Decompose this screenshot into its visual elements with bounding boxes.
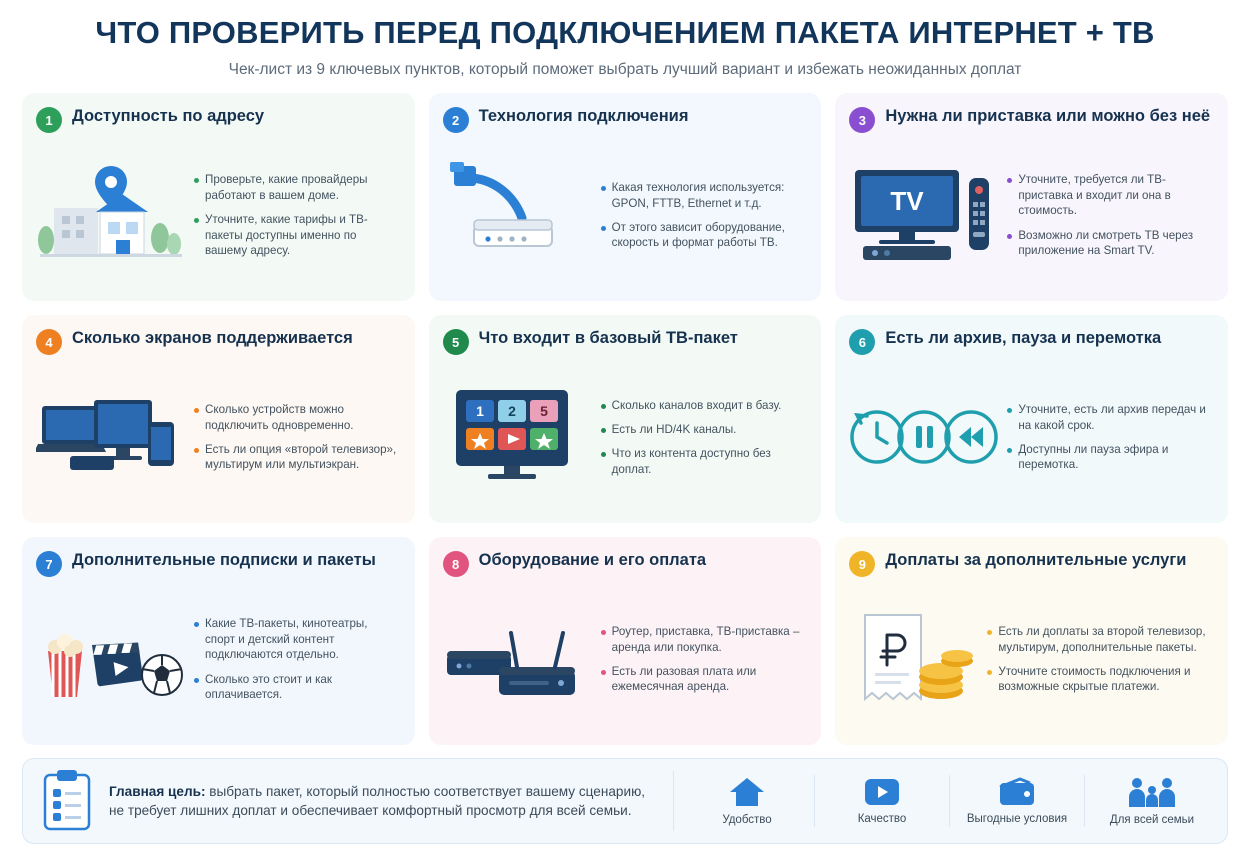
footer-summary xyxy=(22,758,1228,844)
card-7-title: Дополнительные подписки и пакеты xyxy=(72,551,376,570)
card-7 xyxy=(22,537,415,745)
bullet-text: Есть ли опция «второй телевизор», мультирум или мультиэкран. xyxy=(205,442,397,472)
card-1-body xyxy=(36,139,401,291)
bullet xyxy=(601,220,806,251)
bullet-dot xyxy=(194,622,199,627)
bullet xyxy=(1007,402,1212,433)
bullet-dot xyxy=(987,630,992,635)
card-9-body xyxy=(849,583,1214,735)
bullet-dot xyxy=(987,670,992,675)
card-3-head xyxy=(849,105,1214,133)
card-5-body xyxy=(443,361,808,513)
footer-item-family xyxy=(1093,776,1211,826)
wallet-icon xyxy=(998,777,1036,807)
bullet-text: Сколько устройств можно подключить одновременно. xyxy=(205,403,354,432)
card-6-head xyxy=(849,327,1214,355)
invoice-coins-ruble-icon xyxy=(849,607,979,711)
card-8-title: Оборудование и его оплата xyxy=(478,551,707,570)
bullet-dot xyxy=(601,226,606,231)
tv-set-top-box-remote-icon xyxy=(849,160,999,270)
svg-text:1: 1 xyxy=(475,403,484,420)
card-5 xyxy=(429,315,822,523)
card-2-bullets xyxy=(601,180,808,251)
card-6-title: Есть ли архив, пауза и перемотка xyxy=(885,329,1162,348)
footer-item-label: Качество xyxy=(857,813,907,826)
card-5-bullets xyxy=(601,398,808,478)
card-1-number: 1 xyxy=(36,107,62,133)
card-9-title: Доплаты за дополнительные услуги xyxy=(885,551,1187,570)
bullet-text: Уточните, какие тарифы и ТВ-пакеты доступны именно по вашему адресу. xyxy=(205,213,368,258)
card-8-number: 8 xyxy=(443,551,469,577)
house-location-pin-icon xyxy=(36,160,186,270)
svg-text:5: 5 xyxy=(539,403,548,420)
bullet xyxy=(194,672,399,703)
popcorn-clapperboard-football-icon xyxy=(36,609,186,709)
ethernet-cable-router-icon xyxy=(443,160,593,270)
card-6 xyxy=(835,315,1228,523)
card-2-number: 2 xyxy=(443,107,469,133)
bullet-text: Сколько это стоит и как оплачивается. xyxy=(205,672,332,702)
footer-item-label: Для всей семьи xyxy=(1109,814,1195,827)
card-2-title: Технология подключения xyxy=(478,107,689,126)
footer-text xyxy=(109,782,659,821)
checklist-grid xyxy=(22,93,1228,745)
card-7-head xyxy=(36,549,401,577)
card-9-number: 9 xyxy=(849,551,875,577)
bullet xyxy=(194,442,399,473)
bullet-text: Доступны ли пауза эфира и перемотка. xyxy=(1018,442,1169,472)
svg-text:TV: TV xyxy=(890,186,924,217)
family-icon xyxy=(1125,776,1179,808)
bullet xyxy=(194,402,399,433)
bullet-dot xyxy=(194,218,199,223)
card-7-number: 7 xyxy=(36,551,62,577)
card-8-bullets xyxy=(601,624,808,695)
bullet-dot xyxy=(194,448,199,453)
bullet xyxy=(194,212,399,258)
card-4-head xyxy=(36,327,401,355)
bullet-text: Есть ли разовая плата или ежемесячная аренда. xyxy=(611,664,757,694)
footer-icon-list xyxy=(688,775,1211,827)
bullet-text: Есть ли HD/4K каналы. xyxy=(611,423,737,437)
bullet-dot xyxy=(194,408,199,413)
card-4-bullets xyxy=(194,402,401,473)
bullet-text: Роутер, приставка, ТВ-приставка – аренда или покупка. xyxy=(611,625,800,654)
card-6-number: 6 xyxy=(849,329,875,355)
footer-item-terms xyxy=(958,777,1076,825)
card-9-bullets xyxy=(987,624,1214,695)
page-subtitle: Чек-лист из 9 ключевых пунктов, который поможет выбрать лучший вариант и избежать неожиданных доплат xyxy=(228,61,1022,79)
card-3-bullets xyxy=(1007,172,1214,258)
home-icon xyxy=(729,776,765,808)
header xyxy=(22,14,1228,89)
footer-item-label: Выгодные условия xyxy=(966,813,1068,826)
bullet-text: Есть ли доплаты за второй телевизор, мультирум, дополнительные пакеты. xyxy=(998,625,1206,654)
bullet xyxy=(601,398,806,413)
multi-device-screens-icon xyxy=(36,382,186,492)
clipboard-checklist-icon xyxy=(39,769,95,833)
bullet-text: От этого зависит оборудование, скорость и формат работы ТВ. xyxy=(611,220,785,250)
bullet xyxy=(1007,228,1212,259)
footer-lead: Главная цель: xyxy=(109,783,206,799)
router-set-top-box-icon xyxy=(443,609,593,709)
footer-left xyxy=(39,769,659,833)
card-6-body xyxy=(849,361,1214,513)
page-title: ЧТО ПРОВЕРИТЬ ПЕРЕД ПОДКЛЮЧЕНИЕМ ПАКЕТА ИНТЕРНЕТ + ТВ xyxy=(95,15,1155,50)
bullet-dot xyxy=(601,404,606,409)
card-2-body xyxy=(443,139,808,291)
bullet-dot xyxy=(1007,448,1012,453)
bullet xyxy=(601,624,806,655)
bullet-dot xyxy=(601,630,606,635)
card-3-number: 3 xyxy=(849,107,875,133)
card-1-bullets xyxy=(194,172,401,258)
bullet-text: Уточните, есть ли архив передач и на какой срок. xyxy=(1018,403,1206,432)
card-8-head xyxy=(443,549,808,577)
bullet xyxy=(601,422,806,437)
card-9 xyxy=(835,537,1228,745)
bullet xyxy=(1007,442,1212,473)
bullet-dot xyxy=(601,670,606,675)
card-4-number: 4 xyxy=(36,329,62,355)
bullet-dot xyxy=(194,178,199,183)
bullet-dot xyxy=(1007,408,1012,413)
footer-item-divider xyxy=(814,775,815,827)
footer-body: выбрать пакет, который полностью соответствует вашему сценарию, не требует лишних доплат и обеспечивает комфортный просмотр для всей семьи. xyxy=(109,783,646,819)
bullet-dot xyxy=(1007,178,1012,183)
bullet-text: Возможно ли смотреть ТВ через приложение на Smart TV. xyxy=(1018,228,1194,258)
bullet xyxy=(601,180,806,211)
card-5-title: Что входит в базовый ТВ-пакет xyxy=(478,329,738,348)
bullet-dot xyxy=(194,678,199,683)
bullet-text: Какая технология используется: GPON, FTTB, Ethernet и т.д. xyxy=(611,181,785,210)
card-7-bullets xyxy=(194,616,401,702)
bullet xyxy=(601,446,806,477)
bullet-dot xyxy=(601,186,606,191)
footer-item-divider xyxy=(1084,775,1085,827)
card-2-head xyxy=(443,105,808,133)
bullet xyxy=(987,624,1212,655)
bullet xyxy=(194,172,399,203)
card-1 xyxy=(22,93,415,301)
bullet xyxy=(1007,172,1212,218)
card-1-head xyxy=(36,105,401,133)
play-button-icon xyxy=(864,777,900,807)
card-4-body xyxy=(36,361,401,513)
bullet xyxy=(194,616,399,662)
svg-text:2: 2 xyxy=(507,403,516,420)
footer-item-quality xyxy=(823,777,941,825)
card-8-body xyxy=(443,583,808,735)
footer-item-label: Удобство xyxy=(722,814,772,827)
card-3 xyxy=(835,93,1228,301)
bullet-text: Уточните, требуется ли ТВ-приставка и входит ли она в стоимость. xyxy=(1018,173,1171,218)
card-5-head xyxy=(443,327,808,355)
card-4-title: Сколько экранов поддерживается xyxy=(72,329,353,348)
card-4 xyxy=(22,315,415,523)
footer-item-convenience xyxy=(688,776,806,826)
footer-item-divider xyxy=(949,775,950,827)
card-5-number: 5 xyxy=(443,329,469,355)
bullet xyxy=(987,664,1212,695)
bullet-text: Сколько каналов входит в базу. xyxy=(611,398,782,412)
card-9-head xyxy=(849,549,1214,577)
footer-divider xyxy=(673,771,674,831)
bullet-text: Уточните стоимость подключения и возможные скрытые платежи. xyxy=(998,664,1191,694)
bullet-dot xyxy=(601,452,606,457)
card-2 xyxy=(429,93,822,301)
bullet-text: Проверьте, какие провайдеры работают в вашем доме. xyxy=(205,173,368,202)
card-8 xyxy=(429,537,822,745)
bullet-dot xyxy=(1007,234,1012,239)
archive-pause-rewind-icon xyxy=(849,389,999,485)
bullet xyxy=(601,664,806,695)
card-1-title: Доступность по адресу xyxy=(72,107,265,126)
bullet-text: Что из контента доступно без доплат. xyxy=(611,447,771,476)
bullet-text: Какие ТВ-пакеты, кинотеатры, спорт и детский контент подключаются отдельно. xyxy=(205,617,368,662)
card-6-bullets xyxy=(1007,402,1214,473)
card-7-body xyxy=(36,583,401,735)
card-3-title: Нужна ли приставка или можно без неё xyxy=(885,107,1211,126)
bullet-dot xyxy=(601,428,606,433)
card-3-body xyxy=(849,139,1214,291)
tv-channels-grid-icon xyxy=(443,382,593,492)
